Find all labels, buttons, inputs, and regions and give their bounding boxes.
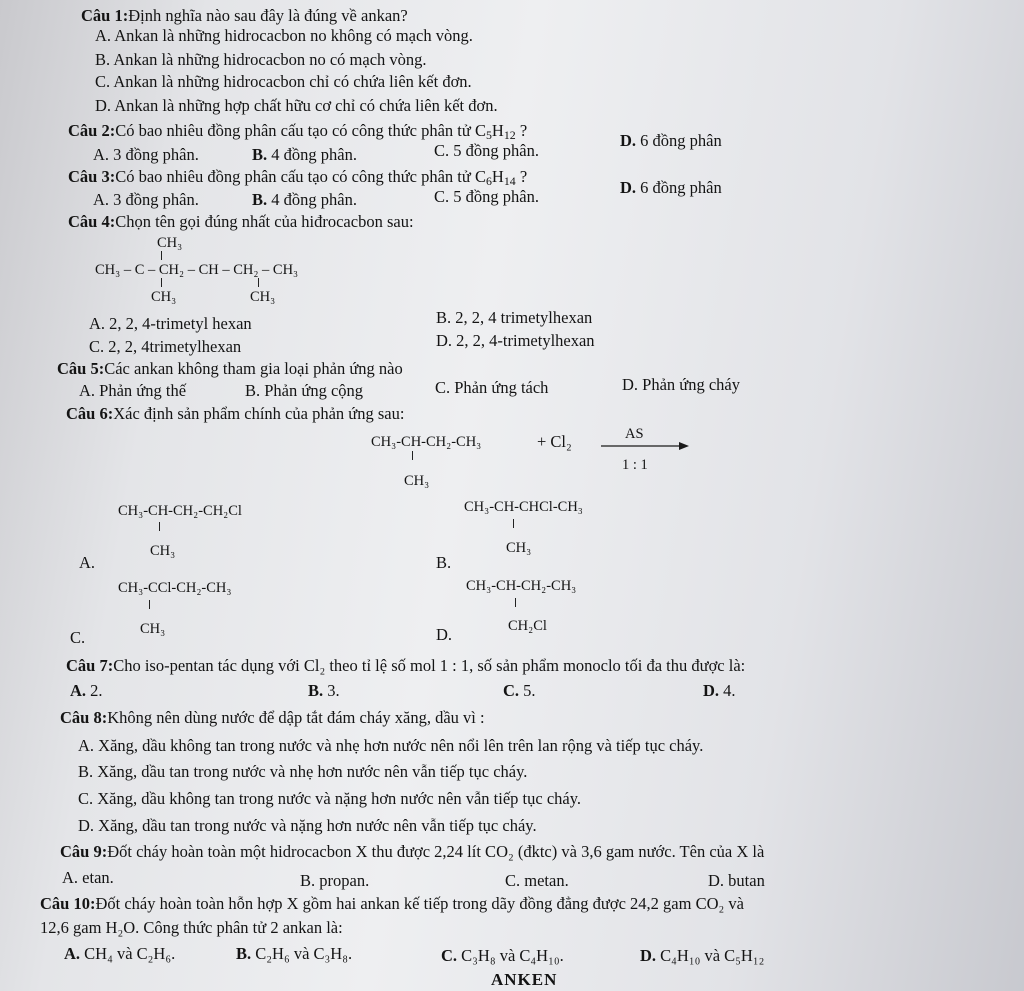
q9-option-b: B. propan.: [300, 871, 370, 890]
q2-option-d: D. 6 đồng phân: [620, 131, 722, 150]
q1-option-b: B. Ankan là những hidrocacbon no có mạch vòng.: [95, 50, 427, 69]
q7-option-d: D. 4.: [703, 681, 736, 700]
q4-bond-down-1: [161, 278, 162, 287]
q6-option-a-main: CH₃-CH-CH₂-CH₂Cl: [118, 503, 242, 519]
q3-option-c: C. 5 đồng phân.: [434, 187, 539, 206]
q6-option-c-letter: C.: [70, 628, 86, 647]
q6-reagent: + Cl₂: [537, 432, 572, 451]
question-2: Câu 2:Có bao nhiêu đồng phân cấu tạo có công thức phân tử $C_5H_{12}$ ?: [68, 121, 528, 142]
question-4: Câu 4:Chọn tên gọi đúng nhất của hiđrocacbon sau:: [68, 212, 414, 231]
q6-option-a-branch: CH₃: [150, 543, 176, 559]
q2-option-b: B. 4 đồng phân.: [252, 145, 357, 164]
q10-option-d: D. C₄H₁₀ và C₅H₁₂: [640, 946, 765, 965]
q8-option-b: B. Xăng, dầu tan trong nước và nhẹ hơn nước nên vẫn tiếp tục cháy.: [78, 762, 528, 781]
q4-option-b: B. 2, 2, 4 trimetylhexan: [436, 308, 593, 327]
q6-option-c-bond: [149, 600, 150, 609]
q8-option-d: D. Xăng, dầu tan trong nước và nặng hơn nước nên vẫn tiếp tục cháy.: [78, 816, 537, 835]
q6-reactant-branch: CH₃: [404, 473, 430, 489]
q6-option-a-bond: [159, 522, 160, 531]
q6-option-b-letter: B.: [436, 553, 452, 572]
q6-option-d-letter: D.: [436, 625, 453, 644]
q5-option-b: B. Phản ứng cộng: [245, 381, 364, 400]
q4-structure-main: CH₃ – C – CH₂ – CH – CH₂ – CH₃: [95, 262, 299, 278]
q2-option-c: C. 5 đồng phân.: [434, 141, 539, 160]
q9-option-a: A. etan.: [62, 868, 114, 887]
question-1: Câu 1:Định nghĩa nào sau đây là đúng về ankan?: [81, 6, 408, 25]
q6-option-d-main: CH₃-CH-CH₂-CH₃: [466, 578, 577, 594]
q2-option-a: A. 3 đồng phân.: [93, 145, 199, 164]
reaction-arrow-icon: [601, 441, 689, 451]
q6-option-b-branch: CH₃: [506, 540, 532, 556]
q6-option-b-bond: [513, 519, 514, 528]
q8-option-c: C. Xăng, dầu không tan trong nước và nặng hơn nước nên vẫn tiếp tục cháy.: [78, 789, 582, 808]
q10-option-c: C. C₃H₈ và C₄H₁₀.: [441, 946, 564, 965]
question-3: Câu 3:Có bao nhiêu đồng phân cấu tạo có công thức phân tử $C_6H_{14}$ ?: [68, 167, 528, 188]
question-10-continued: 12,6 gam H₂O. Công thức phân tử 2 ankan là:: [40, 918, 343, 937]
q4-option-d: D. 2, 2, 4-trimetylhexan: [436, 331, 595, 350]
question-5: Câu 5:Các ankan không tham gia loại phản ứng nào: [57, 359, 403, 378]
q5-option-a: A. Phản ứng thế: [79, 381, 187, 400]
q10-option-a: A. CH₄ và C₂H₆.: [64, 944, 176, 963]
q7-option-a: A. 2.: [70, 681, 103, 700]
q6-reactant-bond: [412, 451, 413, 460]
q4-bond-up: [161, 251, 162, 260]
q6-option-c-main: CH₃-CCl-CH₂-CH₃: [118, 580, 232, 596]
q3-option-b: B. 4 đồng phân.: [252, 190, 357, 209]
q9-option-d: D. butan: [708, 871, 765, 890]
q3-option-a: A. 3 đồng phân.: [93, 190, 199, 209]
q6-option-a-letter: A.: [79, 553, 96, 572]
question-7: Câu 7:Cho iso-pentan tác dụng với Cl₂ theo tỉ lệ số mol 1 : 1, số sản phẩm monoclo tối đa thu được là:: [66, 656, 746, 675]
q6-condition-top: AS: [625, 426, 644, 442]
q4-structure-bottom-2: CH₃: [250, 289, 276, 305]
question-10: Câu 10:Đốt cháy hoàn toàn hỗn hợp X gồm hai ankan kế tiếp trong dãy đồng đẳng được 24,2 gam CO₂ và: [40, 894, 744, 913]
q5-option-d: D. Phản ứng cháy: [622, 375, 741, 394]
q3-option-d: D. 6 đồng phân: [620, 178, 722, 197]
q4-bond-down-2: [258, 278, 259, 287]
section-title-anken: ANKEN: [491, 970, 558, 989]
q1-option-a: A. Ankan là những hidrocacbon no không có mạch vòng.: [95, 26, 473, 45]
q4-option-a: A. 2, 2, 4-trimetyl hexan: [89, 314, 252, 333]
q6-option-b-main: CH₃-CH-CHCl-CH₃: [464, 499, 583, 515]
question-6: Câu 6:Xác định sản phẩm chính của phản ứng sau:: [66, 404, 405, 423]
q6-option-c-branch: CH₃: [140, 621, 166, 637]
q6-condition-bottom: 1 : 1: [622, 457, 648, 473]
q1-option-c: C. Ankan là những hidrocacbon chỉ có chứa liên kết đơn.: [95, 72, 472, 91]
q6-option-d-bond: [515, 598, 516, 607]
question-8: Câu 8:Không nên dùng nước để dập tắt đám cháy xăng, dầu vì :: [60, 708, 485, 727]
q8-option-a: A. Xăng, dầu không tan trong nước và nhẹ hơn nước nên nổi lên trên lan rộng và tiếp tục cháy.: [78, 736, 704, 755]
q5-option-c: C. Phản ứng tách: [435, 378, 549, 397]
q10-option-b: B. C₂H₆ và C₃H₈.: [236, 944, 353, 963]
q4-structure-bottom-1: CH₃: [151, 289, 177, 305]
q9-option-c: C. metan.: [505, 871, 569, 890]
q4-structure-top: CH₃: [157, 235, 183, 251]
q7-option-b: B. 3.: [308, 681, 340, 700]
q6-option-d-branch: CH₂Cl: [508, 618, 547, 634]
q6-reactant: CH₃-CH-CH₂-CH₃: [371, 434, 482, 450]
question-9: Câu 9:Đốt cháy hoàn toàn một hidrocacbon X thu được 2,24 lít CO₂ (đktc) và 3,6 gam nước. Tên của X là: [60, 842, 765, 861]
q1-option-d: D. Ankan là những hợp chất hữu cơ chỉ có chứa liên kết đơn.: [95, 96, 498, 115]
q7-option-c: C. 5.: [503, 681, 536, 700]
q4-option-c: C. 2, 2, 4trimetylhexan: [89, 337, 242, 356]
